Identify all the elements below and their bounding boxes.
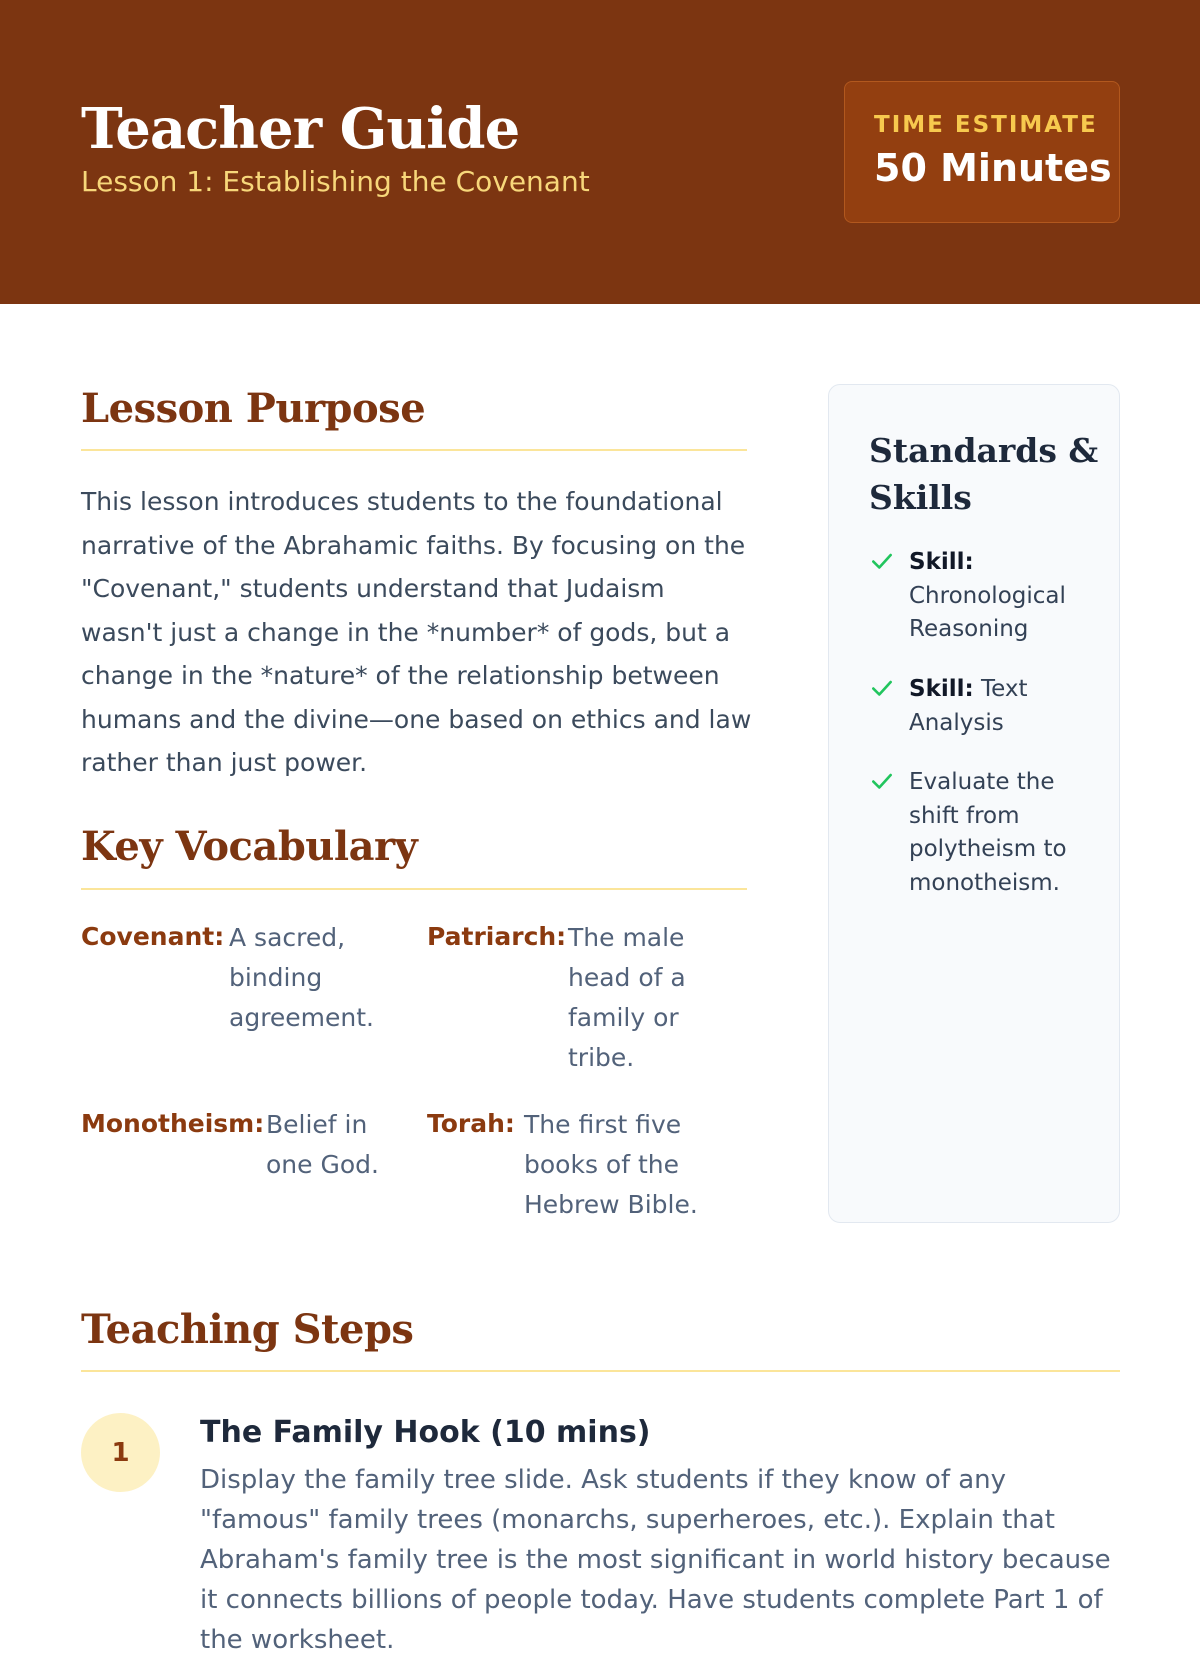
time-estimate-value: 50 Minutes xyxy=(874,146,1112,190)
vocab-definition: The first five books of the Hebrew Bible. xyxy=(524,1110,698,1219)
step-title: The Family Hook (10 mins) xyxy=(200,1415,651,1450)
skill-label: Skill: xyxy=(909,549,974,575)
section-divider xyxy=(81,888,747,890)
skill-item xyxy=(909,673,1099,740)
standards-sidebar xyxy=(828,384,1120,1223)
section-divider xyxy=(81,449,747,451)
section-divider xyxy=(81,1370,1120,1372)
vocab-term: Monotheism: xyxy=(81,1109,265,1138)
check-icon xyxy=(869,768,895,794)
step-number-badge: 1 xyxy=(81,1413,160,1492)
skill-item xyxy=(909,546,1099,647)
vocab-definition: A sacred, binding agreement. xyxy=(229,923,375,1032)
vocab-term: Patriarch: xyxy=(427,922,567,951)
key-vocabulary-heading: Key Vocabulary xyxy=(81,823,418,870)
skill-text: Text Analysis xyxy=(909,676,1028,736)
skill-label: Skill: xyxy=(909,676,974,702)
standards-heading: Standards & Skills xyxy=(869,431,1099,517)
vocab-term: Covenant: xyxy=(81,922,225,951)
step-description: Display the family tree slide. Ask students if they know of any "famous" family trees (monarchs, superheroes, etc.). Explain that Abraham's family tree is the most significant in world history because it connects billions of people today. Have students complete Part 1 of the worksheet. xyxy=(200,1465,1111,1655)
lesson-subtitle: Lesson 1: Establishing the Covenant xyxy=(81,165,590,198)
skill-text: Evaluate the shift from polytheism to monotheism. xyxy=(909,769,1067,896)
vocab-definition: The male head of a family or tribe. xyxy=(568,923,686,1072)
vocab-definition: Belief in one God. xyxy=(266,1110,379,1179)
time-estimate-box xyxy=(844,81,1120,223)
lesson-purpose-heading: Lesson Purpose xyxy=(81,385,426,432)
page-title: Teacher Guide xyxy=(81,96,520,162)
header-banner xyxy=(0,0,1200,304)
time-estimate-label: TIME ESTIMATE xyxy=(874,112,1098,138)
vocab-term: Torah: xyxy=(427,1109,515,1138)
skill-text: Chronological Reasoning xyxy=(909,582,1066,642)
check-icon xyxy=(869,548,895,574)
lesson-purpose-text: This lesson introduces students to the foundational narrative of the Abrahamic faiths. By focusing on the "Covenant," students understand that Judaism wasn't just a change in the *number* of gods, but a change in the *nature* of the relationship between humans and the divine—one based on ethics and law rather than just power. xyxy=(81,487,752,777)
teaching-steps-heading: Teaching Steps xyxy=(81,1306,414,1353)
skill-item xyxy=(909,766,1099,900)
check-icon xyxy=(869,675,895,701)
